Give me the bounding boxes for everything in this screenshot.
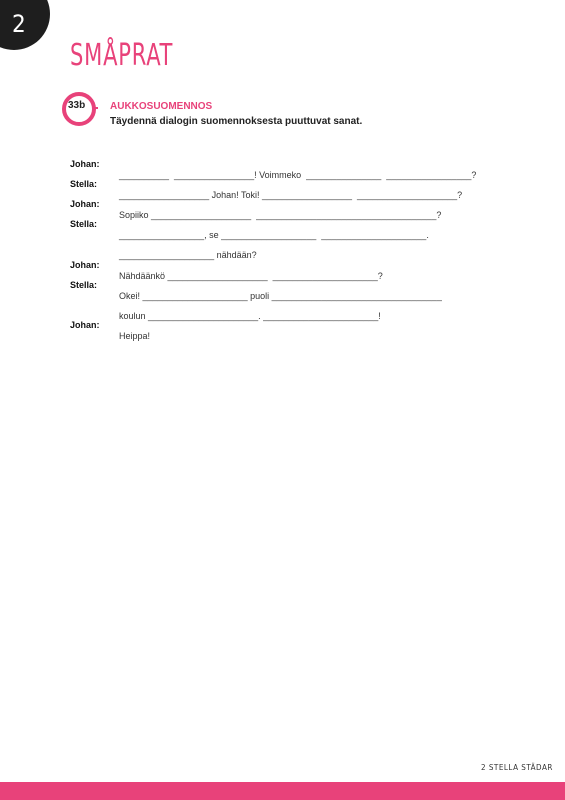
section-title: SMÅPRAT: [70, 38, 174, 73]
dialogue-text[interactable]: Nähdäänkö ____________________ _____________________?: [119, 271, 383, 281]
dialogue-text[interactable]: __________ ________________! Voimmeko _______________ _________________?: [119, 170, 477, 180]
speaker-label: Johan:: [70, 159, 100, 169]
footer-bar: [0, 782, 565, 800]
dialogue-text[interactable]: ___________________ nähdään?: [119, 250, 257, 260]
speaker-label: Stella:: [70, 219, 98, 229]
dialogue-text[interactable]: Sopiiko ____________________ ____________________________________?: [119, 210, 442, 220]
dialogue-text[interactable]: Okei! _____________________ puoli __________________________________: [119, 291, 442, 301]
chapter-number: 2: [12, 10, 26, 38]
speaker-label: Stella:: [70, 179, 98, 189]
dialogue-line: [0, 309, 151, 342]
dialogue-text[interactable]: koulun ______________________. _______________________!: [119, 311, 381, 321]
dialogue-text[interactable]: _________________, se ___________________ _____________________.: [119, 230, 429, 240]
dialogue-text[interactable]: Heippa!: [119, 331, 151, 341]
footer-text: 2 STELLA STÄDAR: [481, 763, 553, 772]
dialogue-text[interactable]: __________________ Johan! Toki! __________________ ____________________?: [119, 190, 463, 200]
speaker-label: Stella:: [70, 280, 98, 290]
badge-dash: [92, 107, 98, 109]
speaker-label: Johan:: [70, 320, 100, 330]
exercise-number: 33b: [68, 100, 86, 111]
exercise-title: AUKKOSUOMENNOS: [110, 101, 213, 112]
speaker-label: Johan:: [70, 199, 100, 209]
speaker-label: Johan:: [70, 260, 100, 270]
exercise-instruction: Täydennä dialogin suomennoksesta puuttuvat sanat.: [110, 116, 363, 127]
